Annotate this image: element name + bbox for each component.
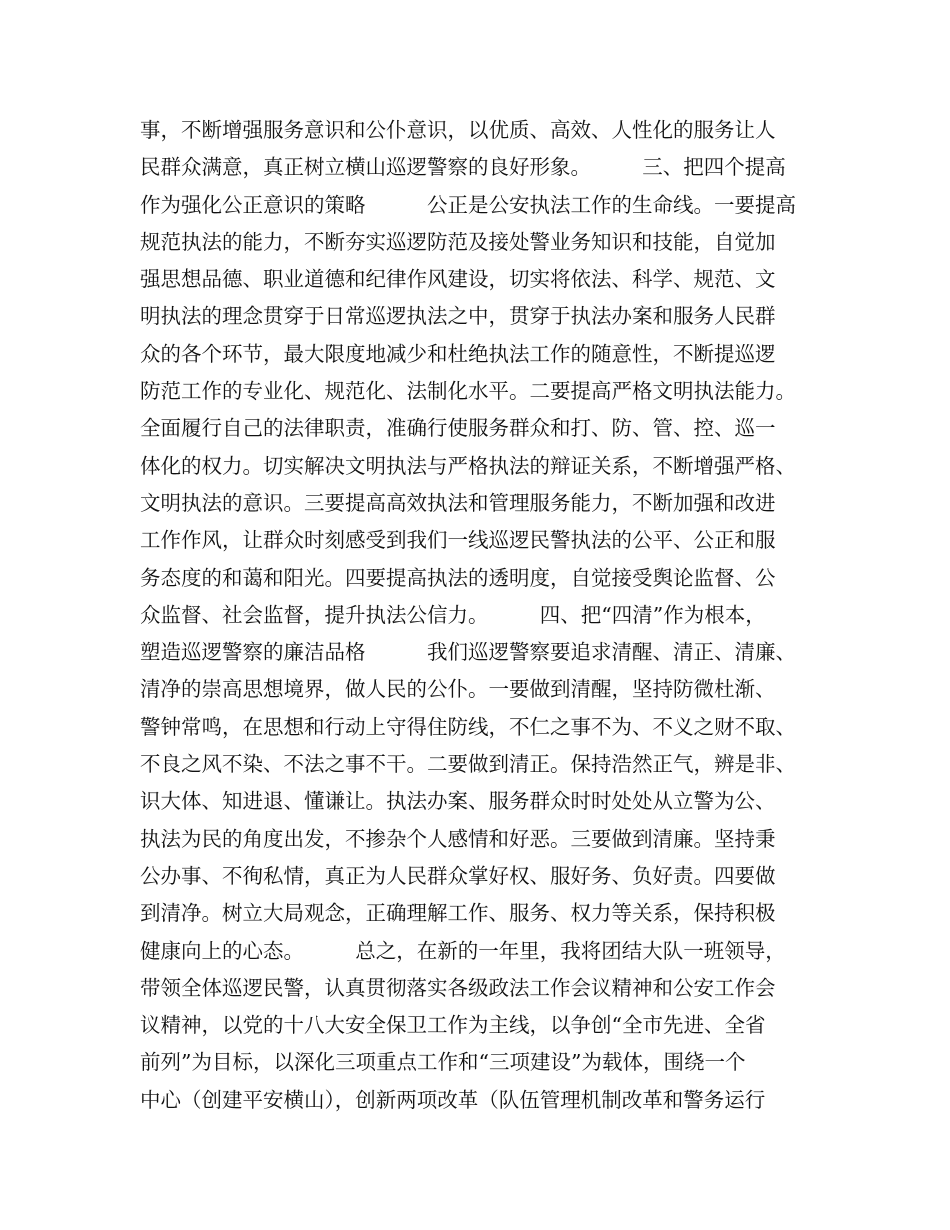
text-line: 务态度的和蔼和阳光。四要提高执法的透明度，自觉接受舆论监督、公 bbox=[140, 565, 776, 590]
text-line: 公办事、不徇私情，真正为人民群众掌好权、服好务、负好责。四要做 bbox=[140, 863, 776, 888]
text-line: 警钟常鸣，在思想和行动上守得住防线，不仁之事不为、不义之财不取、 bbox=[140, 714, 796, 739]
text-line: 明执法的理念贯穿于日常巡逻执法之中，贯穿于执法办案和服务人民群 bbox=[140, 304, 776, 329]
text-line: 强思想品德、职业道德和纪律作风建设，切实将依法、科学、规范、文 bbox=[140, 267, 776, 292]
text-line: 健康向上的心态。 总之，在新的一年里，我将团结大队一班领导， bbox=[140, 938, 786, 963]
text-line: 到清净。树立大局观念，正确理解工作、服务、权力等关系，保持积极 bbox=[140, 901, 776, 926]
body-text bbox=[140, 112, 830, 1119]
text-line: 清净的崇高思想境界，做人民的公仆。一要做到清醒，坚持防微杜渐、 bbox=[140, 677, 776, 702]
text-line: 防范工作的专业化、规范化、法制化水平。二要提高严格文明执法能力。 bbox=[140, 379, 796, 404]
text-line: 文明执法的意识。三要提高高效执法和管理服务能力，不断加强和改进 bbox=[140, 490, 776, 515]
text-line: 工作作风，让群众时刻感受到我们一线巡逻民警执法的公平、公正和服 bbox=[140, 528, 776, 553]
text-line: 规范执法的能力，不断夯实巡逻防范及接处警业务知识和技能，自觉加 bbox=[140, 229, 776, 254]
text-line: 事，不断增强服务意识和公仆意识，以优质、高效、人性化的服务让人 bbox=[140, 118, 776, 142]
text-line: 众监督、社会监督，提升执法公信力。 四、把“四清”作为根本， bbox=[140, 602, 766, 627]
text-line: 带领全体巡逻民警，认真贯彻落实各级政法工作会议精神和公安工作会 bbox=[140, 975, 776, 1000]
text-line: 众的各个环节，最大限度地减少和杜绝执法工作的随意性，不断提巡逻 bbox=[140, 341, 776, 366]
text-line: 塑造巡逻警察的廉洁品格 我们巡逻警察要追求清醒、清正、清廉、 bbox=[140, 640, 796, 665]
text-line: 前列”为目标，以深化三项重点工作和“三项建设”为载体，围绕一个 bbox=[140, 1050, 746, 1075]
text-line: 执法为民的角度出发，不掺杂个人感情和好恶。三要做到清廉。坚持秉 bbox=[140, 826, 776, 851]
text-line: 不良之风不染、不法之事不干。二要做到清正。保持浩然正气，辨是非、 bbox=[140, 752, 796, 777]
text-line: 作为强化公正意识的策略 公正是公安执法工作的生命线。一要提高 bbox=[140, 192, 796, 217]
text-line: 中心（创建平安横山），创新两项改革（队伍管理机制改革和警务运行 bbox=[140, 1087, 766, 1112]
text-line: 民群众满意，真正树立横山巡逻警察的良好形象。 三、把四个提高 bbox=[140, 155, 786, 180]
text-line: 议精神，以党的十八大安全保卫工作为主线，以争创“全市先进、全省 bbox=[140, 1013, 766, 1038]
text-line: 识大体、知进退、懂谦让。执法办案、服务群众时时处处从立警为公、 bbox=[140, 789, 776, 814]
text-line: 体化的权力。切实解决文明执法与严格执法的辩证关系，不断增强严格、 bbox=[140, 453, 796, 478]
text-line: 全面履行自己的法律职责，准确行使服务群众和打、防、管、控、巡一 bbox=[140, 416, 776, 441]
